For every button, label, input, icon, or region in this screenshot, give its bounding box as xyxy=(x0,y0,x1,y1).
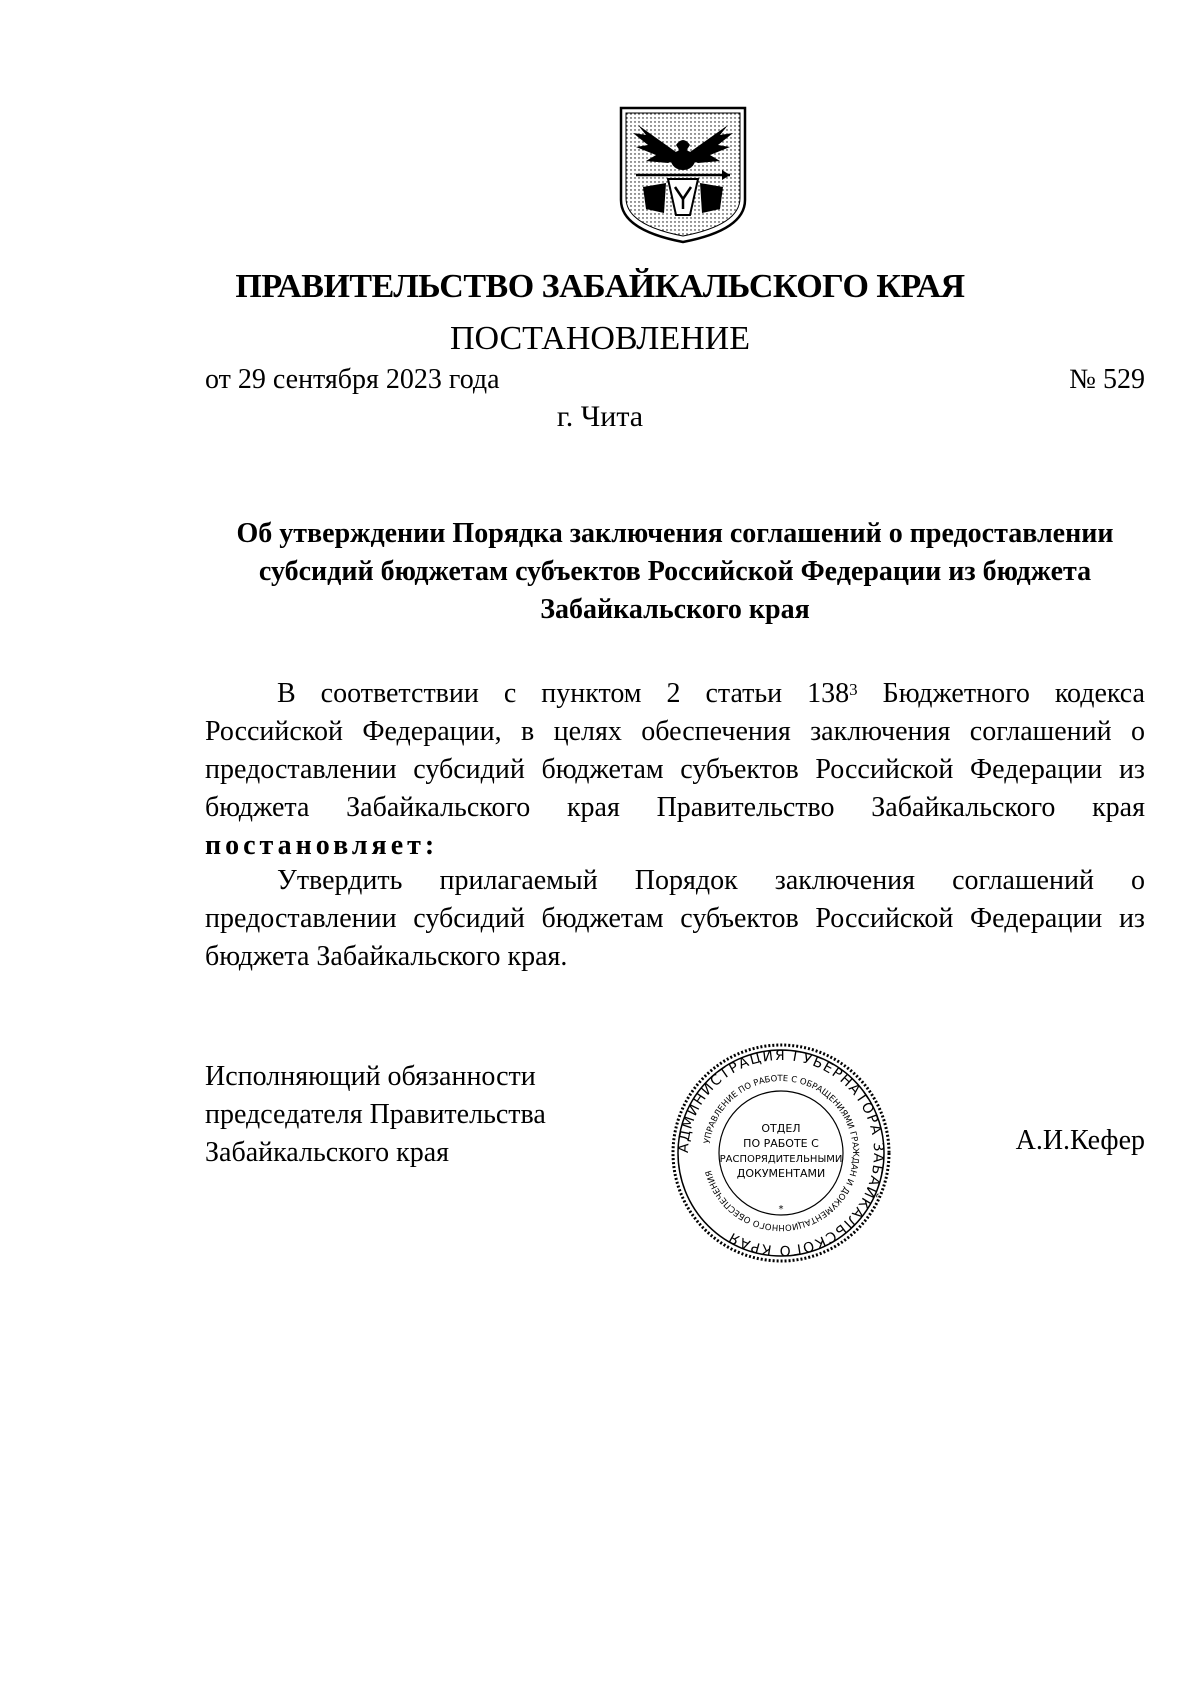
document-date: от 29 сентября 2023 года xyxy=(205,364,500,395)
body-paragraph-2 xyxy=(205,862,1145,976)
stamp-star-icon: * xyxy=(778,1204,784,1215)
document-type: ПОСТАНОВЛЕНИЕ xyxy=(449,320,751,357)
coat-of-arms-emblem xyxy=(618,105,748,245)
signer-title xyxy=(205,1058,546,1172)
document-number: № 529 xyxy=(1069,364,1145,395)
body-paragraph-1 xyxy=(205,675,1145,865)
signer-title-line: Исполняющий обязанности xyxy=(205,1061,536,1092)
document-city: г. Чита xyxy=(556,400,644,433)
signer-title-line: Забайкальского края xyxy=(205,1137,450,1168)
p2-text: Утвердить прилагаемый Порядок заключения соглашений о предоставлении субсидий бюджетам субъектов Российской Федерации из бюджета Забайкальского края. xyxy=(205,865,1145,972)
stamp-center-line: ДОКУМЕНТАМИ xyxy=(736,1167,826,1180)
government-title: ПРАВИТЕЛЬСТВО ЗАБАЙКАЛЬСКОГО КРАЯ xyxy=(235,268,965,305)
stamp-inner-text: УПРАВЛЕНИЕ ПО РАБОТЕ С ОБРАЩЕНИЯМИ ГРАЖДАН И ДОКУМЕНТАЦИОННОГО ОБЕСПЕЧЕНИЯ xyxy=(702,1073,861,1233)
stamp-center-line: ПО РАБОТЕ С xyxy=(743,1137,819,1150)
signer-name: А.И.Кефер xyxy=(1015,1125,1145,1156)
p1-text-end: Бюджетного кодекса Российской Федерации, в целях обеспечения заключения соглашений о предоставлении субсидий бюджетам субъектов Российской Федерации из бюджета Забайкальского края Правительство Забайкальского края xyxy=(205,678,1145,823)
decree-word: постановляет: xyxy=(205,830,439,861)
article-superscript: 3 xyxy=(849,680,858,699)
signer-title-line: председателя Правительства xyxy=(205,1099,546,1130)
p1-text-start: В соответствии с пунктом 2 статьи 138 xyxy=(277,678,850,709)
official-stamp xyxy=(670,1042,892,1264)
stamp-outer-text: АДМИНИСТРАЦИЯ ГУБЕРНАТОРА ЗАБАЙКАЛЬСКОГО КРАЯ xyxy=(675,1047,887,1259)
document-subject: Об утверждении Порядка заключения соглашений о предоставлении субсидий бюджетам субъектов Российской Федерации из бюджета Забайкальского края xyxy=(236,518,1114,625)
stamp-center-line: ОТДЕЛ xyxy=(761,1122,801,1135)
stamp-center-line: РАСПОРЯДИТЕЛЬНЫМИ xyxy=(719,1154,843,1165)
